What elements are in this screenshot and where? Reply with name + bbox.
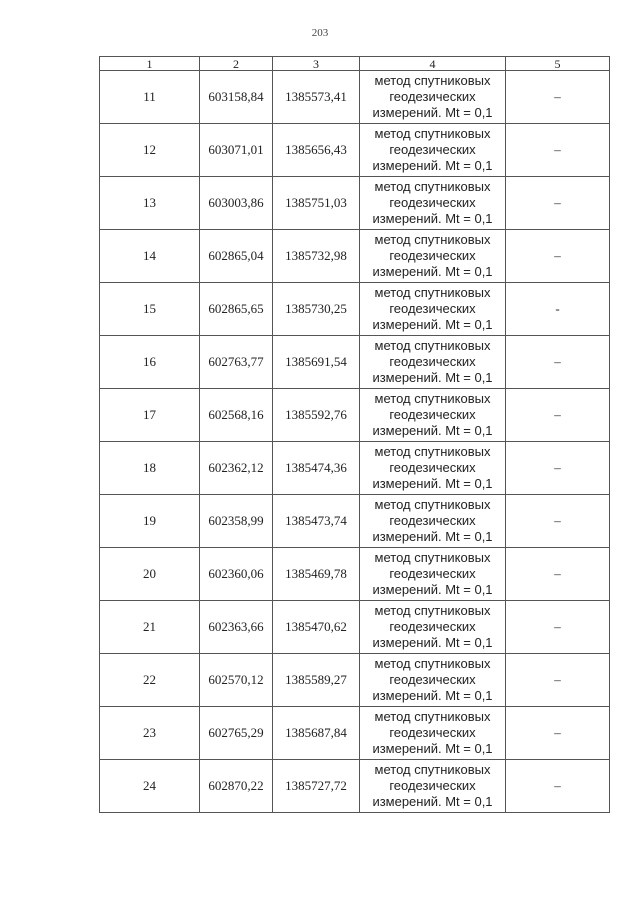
method-line: метод спутниковых xyxy=(374,391,491,406)
method-cell xyxy=(360,760,506,813)
point-number-cell: 20 xyxy=(100,548,200,601)
x-coordinate-cell: 603071,01 xyxy=(200,124,273,177)
note-cell: – xyxy=(506,177,610,230)
point-number-cell: 16 xyxy=(100,336,200,389)
note-cell: – xyxy=(506,654,610,707)
method-line: метод спутниковых xyxy=(374,338,491,353)
method-line: геодезических xyxy=(389,407,476,422)
x-coordinate-cell: 602570,12 xyxy=(200,654,273,707)
y-coordinate-cell: 1385592,76 xyxy=(273,389,360,442)
table-row xyxy=(100,707,610,760)
header-cell: 1 xyxy=(100,57,200,71)
method-line: геодезических xyxy=(389,354,476,369)
note-cell: - xyxy=(506,283,610,336)
y-coordinate-cell: 1385474,36 xyxy=(273,442,360,495)
method-cell xyxy=(360,707,506,760)
method-line: измерений. Mt = 0,1 xyxy=(372,370,493,385)
method-line: метод спутниковых xyxy=(374,709,491,724)
point-number-cell: 14 xyxy=(100,230,200,283)
header-row xyxy=(100,57,610,71)
table-row xyxy=(100,495,610,548)
y-coordinate-cell: 1385473,74 xyxy=(273,495,360,548)
method-cell xyxy=(360,71,506,124)
y-coordinate-cell: 1385751,03 xyxy=(273,177,360,230)
point-number-cell: 11 xyxy=(100,71,200,124)
note-cell: – xyxy=(506,389,610,442)
method-line: геодезических xyxy=(389,460,476,475)
method-line: метод спутниковых xyxy=(374,603,491,618)
table-row xyxy=(100,389,610,442)
point-number-cell: 22 xyxy=(100,654,200,707)
note-cell: – xyxy=(506,336,610,389)
method-cell xyxy=(360,230,506,283)
point-number-cell: 15 xyxy=(100,283,200,336)
point-number-cell: 13 xyxy=(100,177,200,230)
table-row xyxy=(100,177,610,230)
note-cell: – xyxy=(506,230,610,283)
x-coordinate-cell: 602363,66 xyxy=(200,601,273,654)
header-cell: 3 xyxy=(273,57,360,71)
header-cell: 2 xyxy=(200,57,273,71)
header-cell: 4 xyxy=(360,57,506,71)
table-row xyxy=(100,601,610,654)
point-number-cell: 19 xyxy=(100,495,200,548)
method-line: метод спутниковых xyxy=(374,497,491,512)
method-line: геодезических xyxy=(389,89,476,104)
method-line: метод спутниковых xyxy=(374,656,491,671)
table-row xyxy=(100,230,610,283)
note-cell: – xyxy=(506,71,610,124)
method-line: метод спутниковых xyxy=(374,550,491,565)
x-coordinate-cell: 602568,16 xyxy=(200,389,273,442)
method-line: измерений. Mt = 0,1 xyxy=(372,158,493,173)
table-row xyxy=(100,442,610,495)
method-line: геодезических xyxy=(389,301,476,316)
y-coordinate-cell: 1385732,98 xyxy=(273,230,360,283)
method-line: измерений. Mt = 0,1 xyxy=(372,582,493,597)
method-line: геодезических xyxy=(389,195,476,210)
point-number-cell: 12 xyxy=(100,124,200,177)
method-cell xyxy=(360,283,506,336)
x-coordinate-cell: 602765,29 xyxy=(200,707,273,760)
table-row xyxy=(100,336,610,389)
table-row xyxy=(100,124,610,177)
method-line: геодезических xyxy=(389,248,476,263)
method-cell xyxy=(360,601,506,654)
method-line: измерений. Mt = 0,1 xyxy=(372,211,493,226)
page-number: 203 xyxy=(311,27,329,39)
point-number-cell: 23 xyxy=(100,707,200,760)
x-coordinate-cell: 602870,22 xyxy=(200,760,273,813)
note-cell: – xyxy=(506,442,610,495)
method-cell xyxy=(360,654,506,707)
method-line: измерений. Mt = 0,1 xyxy=(372,317,493,332)
method-cell xyxy=(360,442,506,495)
y-coordinate-cell: 1385656,43 xyxy=(273,124,360,177)
y-coordinate-cell: 1385573,41 xyxy=(273,71,360,124)
y-coordinate-cell: 1385469,78 xyxy=(273,548,360,601)
y-coordinate-cell: 1385691,54 xyxy=(273,336,360,389)
y-coordinate-cell: 1385589,27 xyxy=(273,654,360,707)
method-line: измерений. Mt = 0,1 xyxy=(372,741,493,756)
x-coordinate-cell: 602358,99 xyxy=(200,495,273,548)
method-line: геодезических xyxy=(389,778,476,793)
table-row xyxy=(100,71,610,124)
method-line: измерений. Mt = 0,1 xyxy=(372,105,493,120)
method-cell xyxy=(360,124,506,177)
method-line: метод спутниковых xyxy=(374,232,491,247)
note-cell: – xyxy=(506,124,610,177)
note-cell: – xyxy=(506,707,610,760)
table-row xyxy=(100,654,610,707)
x-coordinate-cell: 602865,04 xyxy=(200,230,273,283)
point-number-cell: 24 xyxy=(100,760,200,813)
method-cell xyxy=(360,548,506,601)
method-line: метод спутниковых xyxy=(374,179,491,194)
method-cell xyxy=(360,177,506,230)
method-line: измерений. Mt = 0,1 xyxy=(372,529,493,544)
y-coordinate-cell: 1385687,84 xyxy=(273,707,360,760)
method-cell xyxy=(360,336,506,389)
table-row xyxy=(100,760,610,813)
y-coordinate-cell: 1385730,25 xyxy=(273,283,360,336)
method-line: измерений. Mt = 0,1 xyxy=(372,476,493,491)
method-line: измерений. Mt = 0,1 xyxy=(372,635,493,650)
table-row xyxy=(100,548,610,601)
x-coordinate-cell: 602763,77 xyxy=(200,336,273,389)
method-cell xyxy=(360,495,506,548)
method-line: метод спутниковых xyxy=(374,444,491,459)
method-line: измерений. Mt = 0,1 xyxy=(372,794,493,809)
method-line: геодезических xyxy=(389,725,476,740)
method-line: геодезических xyxy=(389,619,476,634)
method-line: измерений. Mt = 0,1 xyxy=(372,264,493,279)
header-cell: 5 xyxy=(506,57,610,71)
method-line: измерений. Mt = 0,1 xyxy=(372,688,493,703)
x-coordinate-cell: 602362,12 xyxy=(200,442,273,495)
method-line: геодезических xyxy=(389,566,476,581)
table-row xyxy=(100,283,610,336)
point-number-cell: 18 xyxy=(100,442,200,495)
point-number-cell: 17 xyxy=(100,389,200,442)
note-cell: – xyxy=(506,601,610,654)
x-coordinate-cell: 603003,86 xyxy=(200,177,273,230)
note-cell: – xyxy=(506,548,610,601)
y-coordinate-cell: 1385470,62 xyxy=(273,601,360,654)
method-line: измерений. Mt = 0,1 xyxy=(372,423,493,438)
note-cell: – xyxy=(506,495,610,548)
x-coordinate-cell: 602360,06 xyxy=(200,548,273,601)
point-number-cell: 21 xyxy=(100,601,200,654)
method-line: метод спутниковых xyxy=(374,126,491,141)
y-coordinate-cell: 1385727,72 xyxy=(273,760,360,813)
x-coordinate-cell: 603158,84 xyxy=(200,71,273,124)
method-cell xyxy=(360,389,506,442)
method-line: геодезических xyxy=(389,513,476,528)
method-line: метод спутниковых xyxy=(374,762,491,777)
note-cell: – xyxy=(506,760,610,813)
x-coordinate-cell: 602865,65 xyxy=(200,283,273,336)
coordinates-table xyxy=(99,56,610,813)
method-line: геодезических xyxy=(389,672,476,687)
method-line: геодезических xyxy=(389,142,476,157)
method-line: метод спутниковых xyxy=(374,73,491,88)
method-line: метод спутниковых xyxy=(374,285,491,300)
